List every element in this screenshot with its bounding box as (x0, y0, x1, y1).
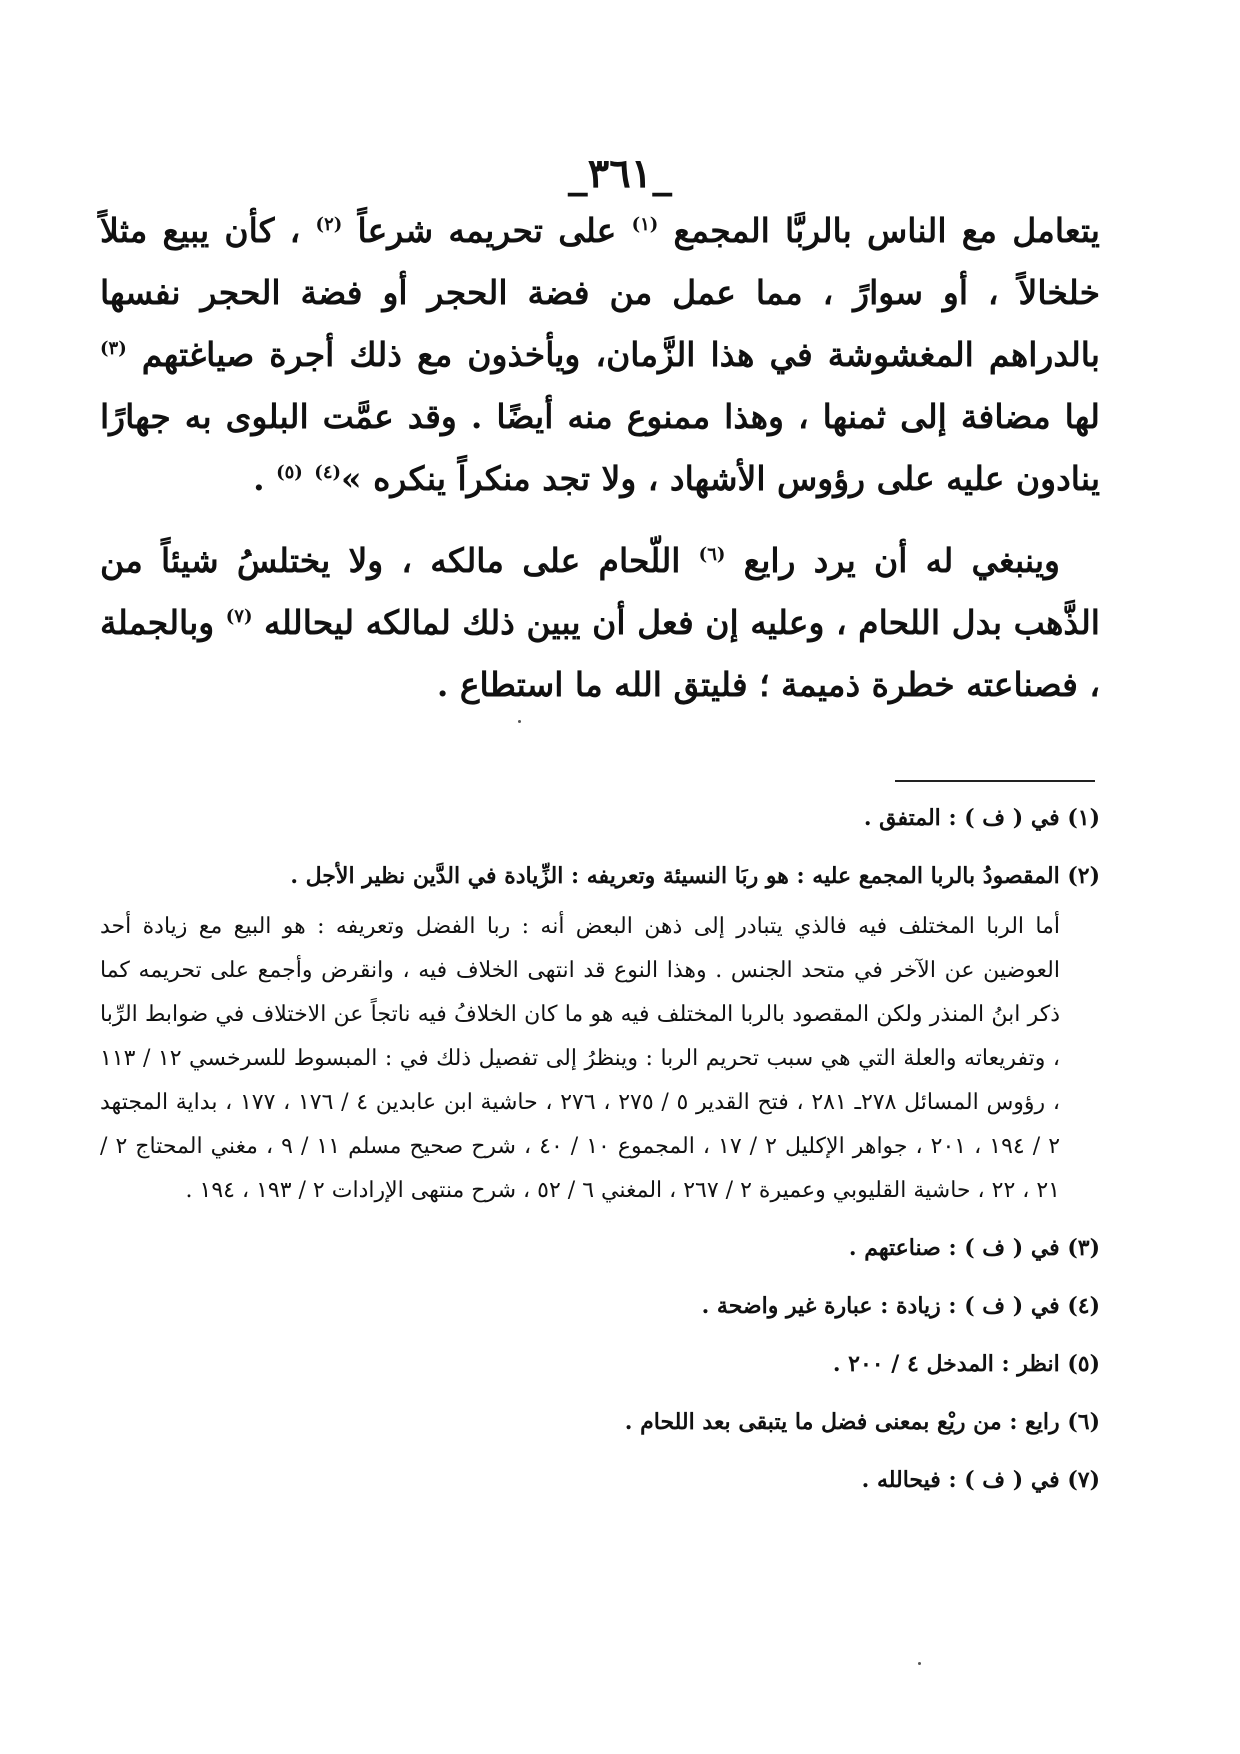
para1-text-d: لها مضافة إلى ثمنها ، وهذا ممنوع منه أيضًا . وقد عمَّت البلوى به جهارًا ينادون عليه على رؤوس الأشهاد ، ولا تجد منكراً ينكره » (100, 397, 1100, 498)
footnote-5: (٥) انظر : المدخل ٤ / ٢٠٠ . (832, 1351, 1100, 1377)
footnote-divider (895, 780, 1095, 782)
body-paragraph-2 (100, 530, 1100, 716)
stray-mark-bottom (918, 1662, 921, 1665)
page-number: _٣٦١_ (567, 150, 673, 197)
footnote-1: (١) في ( ف ) : المتفق . (863, 805, 1100, 831)
footnote-ref-4[interactable]: (٤) (314, 462, 342, 483)
footnote-2-continuation: أما الربا المختلف فيه فالذي يتبادر إلى ذهن البعض أنه : ربا الفضل وتعريفه : هو البيع مع زيادة أحد العوضين عن الآخر في متحد الجنس . وهذا النوع قد انتهى الخلاف فيه ، وانقرض وأجمع على تحريمه كما ذكر ابنُ المنذر ولكن المقصود بالربا المختلف فيه هو ما كان الخلافُ فيه ناتجاً عن الاختلاف في ضوابط الرِّبا ، وتفريعاته والعلة التي هي سبب تحريم الربا : وينظرُ إلى تفصيل ذلك في : المبسوط للسرخسي ١٢ / ١١٣ ، رؤوس المسائل ٢٧٨ـ ٢٨١ ، فتح القدير ٥ / ٢٧٥ ، ٢٧٦ ، حاشية ابن عابدين ٤ / ١٧٦ ، ١٧٧ ، بداية المجتهد ٢ / ١٩٤ ، ٢٠١ ، جواهر الإكليل ٢ / ١٧ ، المجموع ١٠ / ٤٠ ، شرح صحيح مسلم ١١ / ٩ ، مغني المحتاج ٢ / ٢١ ، ٢٢ ، حاشية القليوبي وعميرة ٢ / ٢٦٧ ، المغني ٦ / ٥٢ ، شرح منتهى الإرادات ٢ / ١٩٣ ، ١٩٤ . (100, 914, 1061, 1203)
footnote-3: (٣) في ( ف ) : صناعتهم . (848, 1235, 1100, 1261)
para1-text-b: على تحريمه شرعاً (357, 211, 617, 250)
para2-text-b: اللّحام على مالكه ، ولا يختلسُ شيئاً من الذَّهب بدل اللحام ، وعليه إن فعل أن يبين ذلك لمالكه ليحالله (100, 541, 1100, 642)
footnote-2-text: (٢) المقصودُ بالربا المجمع عليه : هو ربَا النسيئة وتعريفه : الزِّيادة في الدَّين نظير الأجل . (290, 863, 1100, 889)
para1-text-a: يتعامل مع الناس بالربَّا المجمع (673, 211, 1100, 250)
footnote-ref-7[interactable]: (٧) (225, 606, 253, 627)
body-paragraph-1 (100, 200, 1100, 510)
footnote-4: (٤) في ( ف ) : زيادة : عبارة غير واضحة . (701, 1293, 1100, 1319)
footnote-7: (٧) في ( ف ) : فيحالله . (861, 1467, 1100, 1493)
stray-mark (518, 720, 521, 723)
footnote-ref-2[interactable]: (٢) (315, 214, 343, 235)
para1-text-c: ، كأن يبيع مثلاً خلخالاً ، أو سوارً ، مما عمل من فضة الحجر أو فضة الحجر نفسها بالدراهم المغشوشة في هذا الزَّمان، ويأخذون مع ذلك أجرة صياغتهم (100, 211, 1100, 374)
footnote-2 (100, 853, 1100, 1213)
footnote-ref-5[interactable]: (٥) (276, 462, 303, 483)
footnotes-section (100, 795, 1100, 1515)
footnote-6: (٦) رايع : من ريْع بمعنى فضل ما يتبقى بعد اللحام . (624, 1409, 1100, 1435)
footnote-ref-6[interactable]: (٦) (698, 544, 726, 565)
para2-text-c: وبالجملة ، فصناعته خطرة ذميمة ؛ فليتق الله ما استطاع . (100, 603, 1100, 704)
footnote-ref-3[interactable]: (٣) (100, 338, 127, 359)
para2-text-a: وينبغي له أن يرد رايع (743, 541, 1060, 580)
footnote-ref-1[interactable]: (١) (631, 214, 659, 235)
para1-text-e: . (253, 459, 265, 498)
